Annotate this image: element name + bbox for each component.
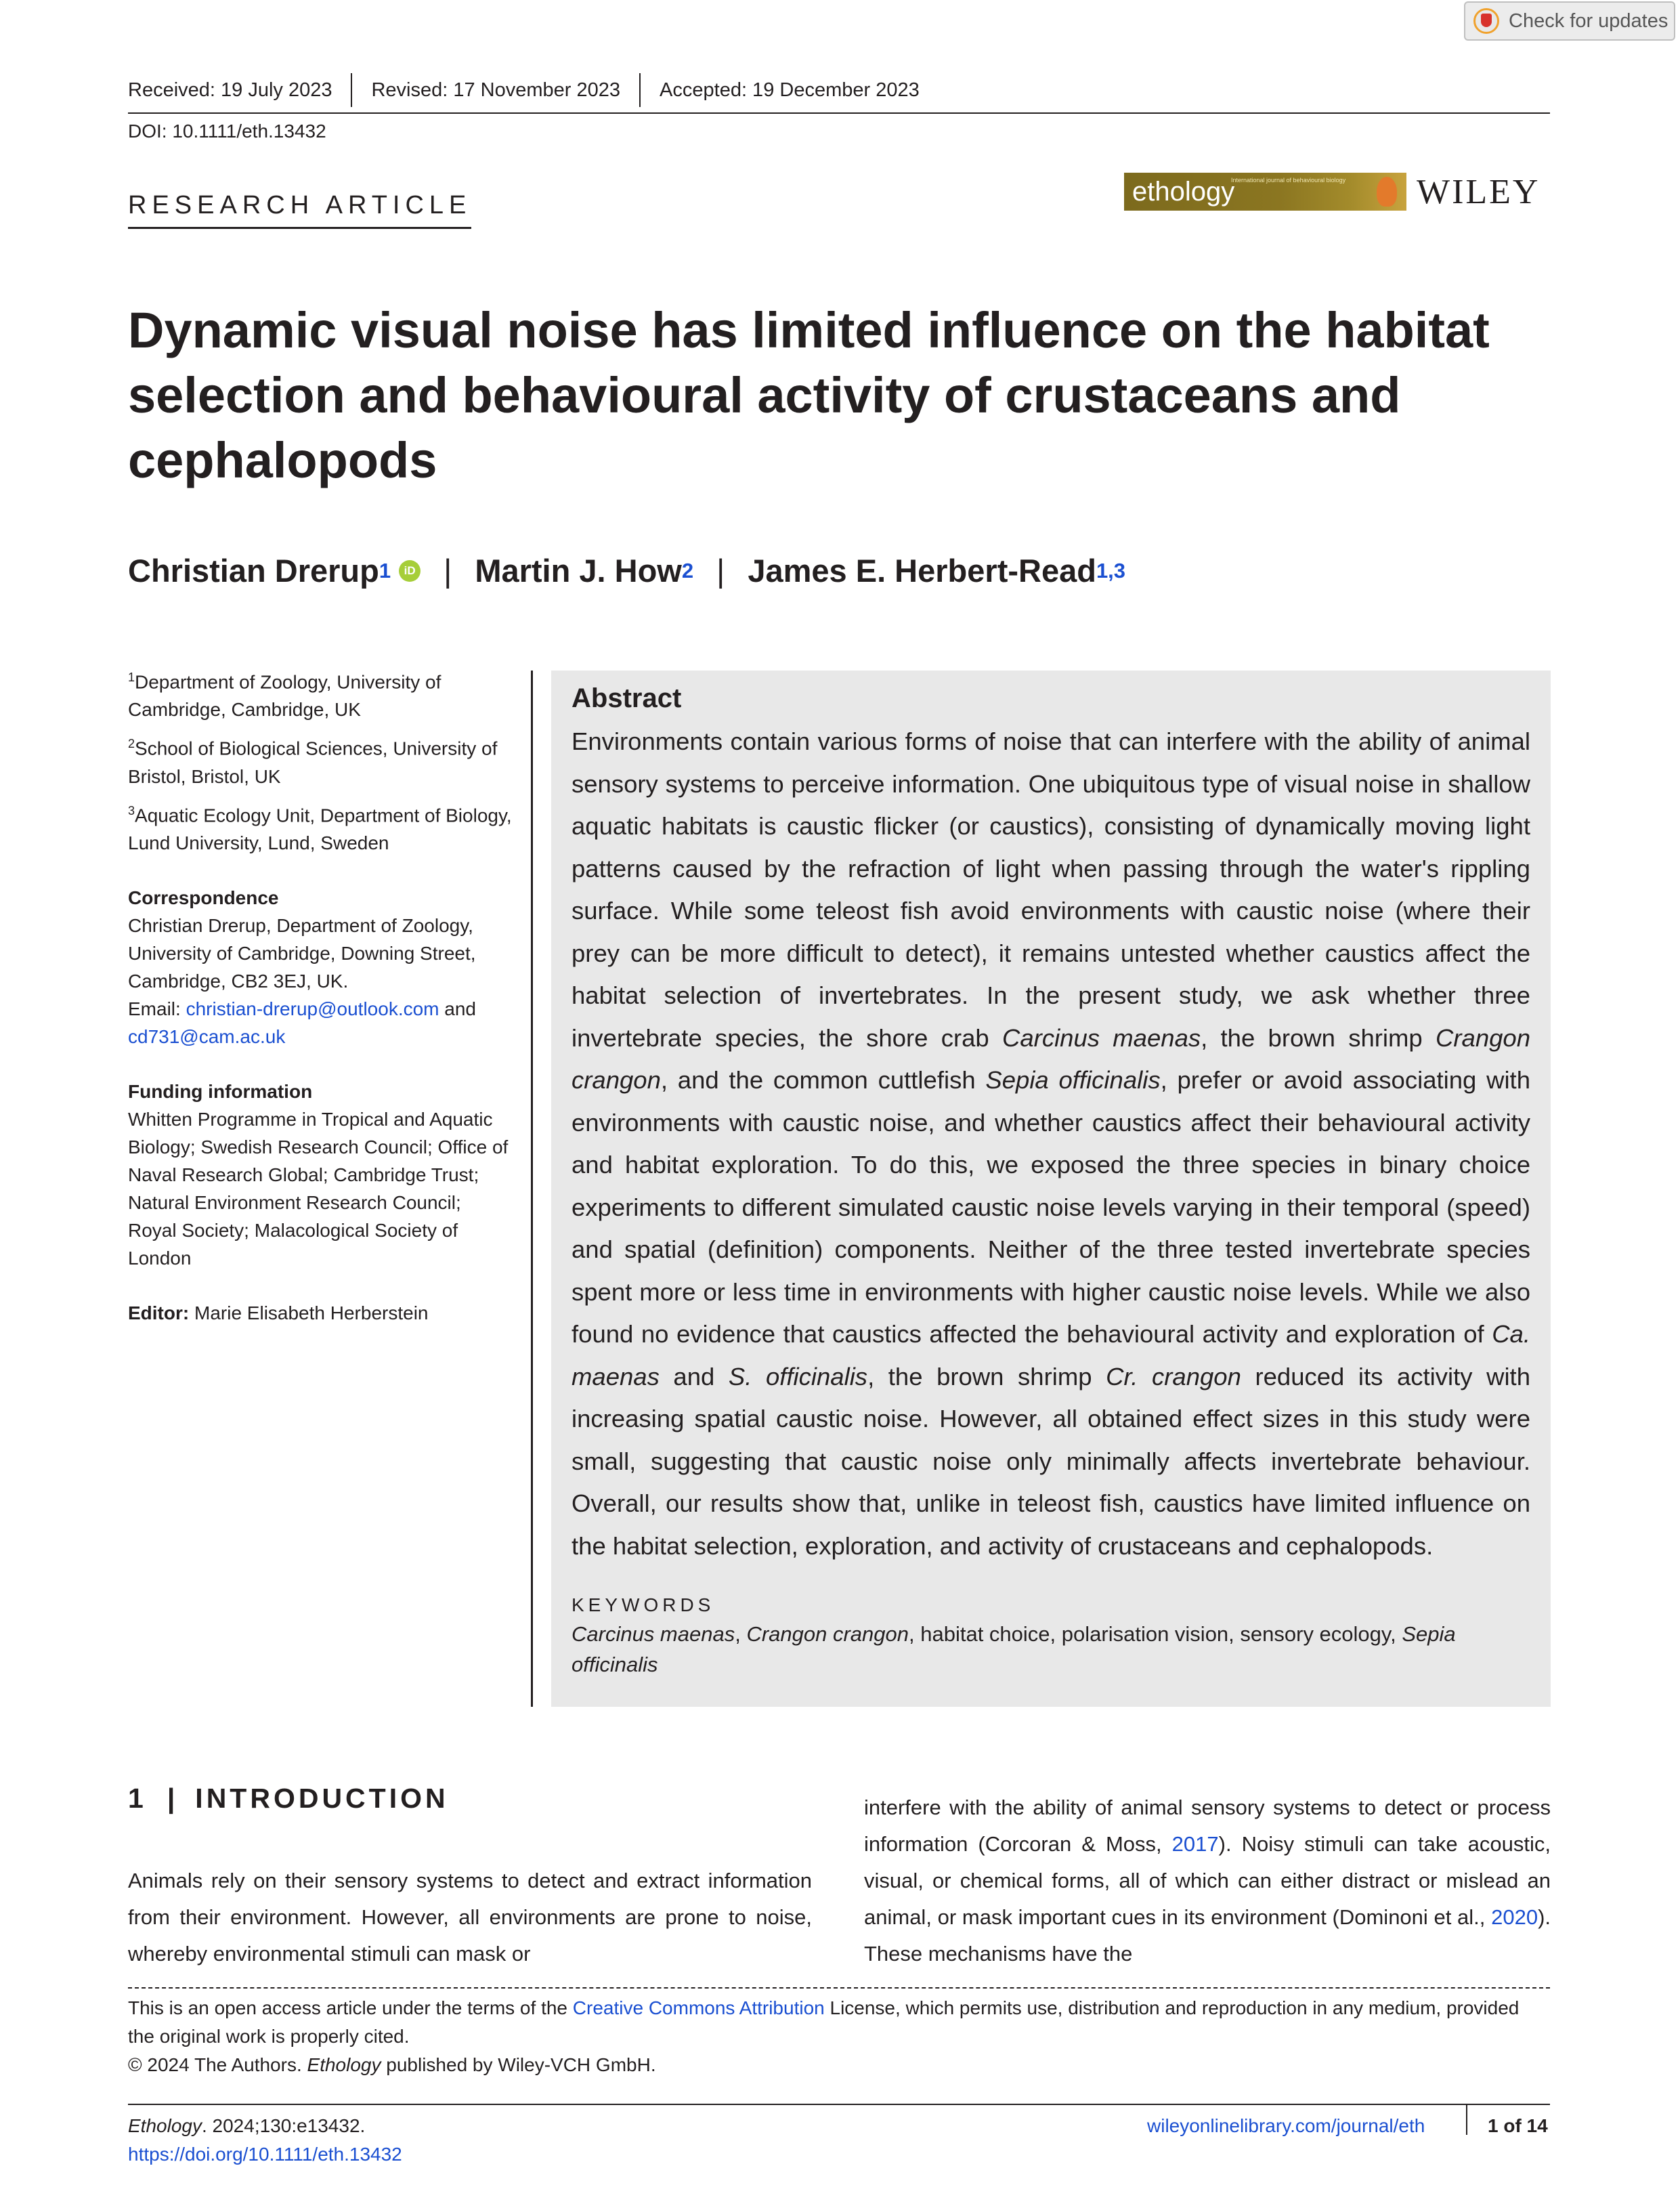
footer-divider — [128, 2104, 1550, 2105]
journal-logo[interactable] — [1124, 173, 1406, 211]
citation-link[interactable]: 2020 — [1491, 1905, 1538, 1929]
check-for-updates-button[interactable] — [1464, 1, 1675, 41]
page-number: 1 of 14 — [1488, 2115, 1548, 2136]
revised-date: Revised: 17 November 2023 — [351, 73, 639, 107]
funding-text: Whitten Programme in Tropical and Aquatic Biology; Swedish Research Council; Office of Naval Research Global; Cambridge Trust; Natural Environment Research Council; Royal Society; Malacological Society of London — [128, 1108, 509, 1269]
journal-citation: Ethology. 2024;130:e13432. https://doi.org/10.1111/eth.13432 — [128, 2115, 402, 2165]
license-link[interactable]: Creative Commons Attribution — [572, 1997, 825, 2018]
editor-block — [128, 1299, 514, 1327]
license-notice: This is an open access article under the terms of the Creative Commons Attribution License, which permits use, distribution and reproduction in any medium, provided the original work is properly cited. © 2024 The Authors. Ethology published by Wiley-VCH GmbH. — [128, 1997, 1520, 2075]
funding-block — [128, 1078, 514, 1272]
journal-website-link[interactable]: wileyonlinelibrary.com/journal/eth — [1147, 2115, 1425, 2136]
citation-link[interactable]: 2017 — [1171, 1832, 1219, 1856]
doi-link[interactable]: https://doi.org/10.1111/eth.13432 — [128, 2144, 402, 2165]
article-type-label: RESEARCH ARTICLE — [128, 191, 471, 229]
correspondence-heading: Correspondence — [128, 887, 279, 908]
affiliation: $^2$School of Biological Sciences, University of Bristol, Bristol, UK — [128, 737, 498, 787]
keywords-label: KEYWORDS — [572, 1594, 715, 1615]
editor-name: Marie Elisabeth Herberstein — [189, 1302, 429, 1323]
author-separator: | — [716, 553, 725, 589]
bookmark-icon — [1473, 8, 1499, 34]
column-divider — [531, 671, 533, 1707]
affiliation: $^3$Aquatic Ecology Unit, Department of Biology, Lund University, Lund, Sweden — [128, 803, 512, 853]
doi-header: DOI: 10.1111/eth.13432 — [128, 121, 326, 142]
editor-label: Editor: — [128, 1302, 190, 1323]
article-title: Dynamic visual noise has limited influence on the habitat selection and behavioural activity of crustaceans and cephalopods — [128, 302, 1490, 488]
article-info-sidebar — [128, 664, 514, 1327]
license-divider — [128, 1987, 1550, 1989]
email-link[interactable]: cd731@cam.ac.uk — [128, 1025, 286, 1047]
author-name[interactable]: Martin J. How — [475, 553, 682, 589]
abstract-heading: Abstract — [572, 683, 682, 713]
check-updates-label: Check for updates — [1509, 9, 1668, 32]
author-affiliation-ref[interactable]: 2 — [681, 558, 694, 582]
author-affiliation-ref[interactable]: 1 — [379, 558, 391, 582]
keywords-list: Carcinus maenas, Crangon crangon, habitat choice, polarisation vision, sensory ecology, Sepia officinalis — [572, 1622, 1456, 1676]
journal-logo-subtitle: International journal of behavioural biology — [1231, 177, 1346, 184]
correspondence-text: Christian Drerup, Department of Zoology, University of Cambridge, Downing Street, Cambridge, CB2 3EJ, UK. — [128, 914, 476, 992]
journal-logo-text: ethology — [1132, 177, 1235, 207]
section-heading-introduction: 1 | INTRODUCTION — [128, 1783, 449, 1814]
orcid-icon[interactable]: iD — [399, 560, 421, 582]
correspondence-block: Correspondence Christian Drerup, Department of Zoology, University of Cambridge, Downing Street, Cambridge, CB2 3EJ, UK. Email: christian-drerup@outlook.com and cd731@cam.ac.uk — [128, 884, 514, 1050]
accepted-date: Accepted: 19 December 2023 — [639, 73, 939, 107]
dates-row — [128, 68, 1550, 114]
intro-paragraph-right: interfere with the ability of animal sensory systems to detect or process information (Corcoran & Moss, 2017). Noisy stimuli can take acoustic, visual, or chemical forms, all of which can either distract or mislead an animal, or mask important cues in its environment (Dominoni et al., 2020). These mechanisms have the — [864, 1796, 1551, 1966]
intro-paragraph-left: Animals rely on their sensory systems to detect and extract information from their environment. However, all environments are prone to noise, whereby environmental stimuli can mask or — [128, 1869, 812, 1966]
footer-separator — [1466, 2104, 1467, 2135]
abstract-text: Environments contain various forms of noise that can interfere with the ability of animal sensory systems to perceive information. One ubiquitous type of visual noise in shallow aquatic habitats is caustic flicker (or caustics), consisting of dynamically moving light patterns caused by the refraction of light when passing through the water's rippling surface. While some teleost fish avoid environments with caustic noise (where their prey can be more difficult to detect), it remains untested whether caustics affect the habitat selection of invertebrates. In the present study, we ask whether three invertebrate species, the shore crab Carcinus maenas, the brown shrimp Crangon crangon, and the common cuttlefish Sepia officinalis, prefer or avoid associating with environments with caustic noise, and whether caustics affect their behavioural activity and habitat exploration. To do this, we exposed the three species in binary choice experiments to different simulated caustic noise levels varying in their temporal (speed) and spatial (definition) components. Neither of the three tested invertebrate species spent more or less time in environments with higher caustic noise levels. While we also found no evidence that caustics affected the behavioural activity and exploration of Ca. maenas and S. officinalis, the brown shrimp Cr. crangon reduced its activity with increasing spatial caustic noise. However, all obtained effect sizes in this study were small, suggesting that caustic noise only minimally affects invertebrate behaviour. Overall, our results show that, unlike in teleost fish, caustics have limited influence on the habitat selection, exploration, and activity of crustaceans and cephalopods. — [572, 727, 1531, 1560]
affiliation: $^1$Department of Zoology, University of Cambridge, Cambridge, UK — [128, 671, 441, 721]
author-name[interactable]: James E. Herbert-Read — [748, 553, 1096, 589]
author-affiliation-ref[interactable]: 1,3 — [1096, 558, 1126, 582]
author-separator: | — [444, 553, 452, 589]
bird-icon — [1377, 177, 1397, 207]
funding-heading: Funding information — [128, 1080, 313, 1102]
publisher-logo[interactable]: WILEY — [1417, 173, 1541, 211]
author-name[interactable]: Christian Drerup — [128, 553, 379, 589]
author-list — [128, 552, 1125, 589]
email-link[interactable]: christian-drerup@outlook.com — [186, 998, 439, 1019]
abstract-box — [551, 671, 1551, 1707]
received-date: Received: 19 July 2023 — [128, 79, 332, 101]
